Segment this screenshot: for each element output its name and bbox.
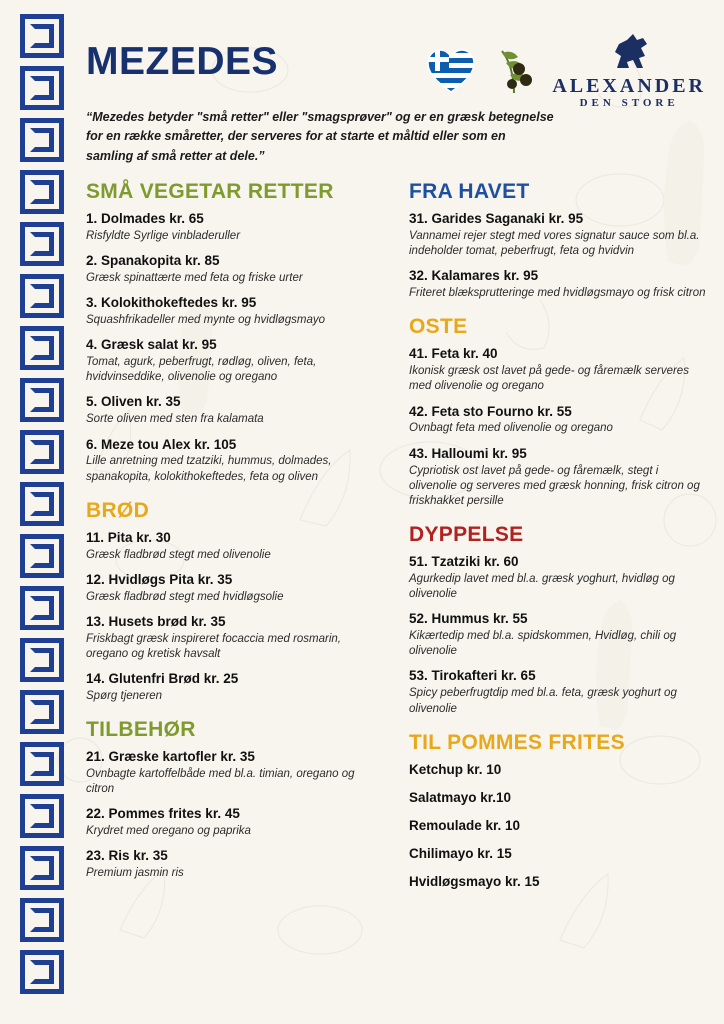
menu-item: [86, 295, 383, 328]
menu-item: Remoulade kr. 10: [409, 817, 521, 833]
menu-item: [86, 749, 383, 797]
page-title: MEZEDES: [86, 40, 279, 83]
menu-item: [86, 806, 383, 839]
section-heading: OSTE: [409, 315, 468, 339]
item-name: 31. Garides Saganaki kr. 95: [409, 211, 584, 227]
section-oste: [409, 315, 709, 509]
olive-branch-icon: [492, 47, 536, 95]
logo-line-2: DEN STORE: [579, 97, 679, 109]
logo-line-1: ALEXANDER: [552, 75, 706, 97]
menu-content: [86, 18, 714, 1024]
menu-item: Hvidløgsmayo kr. 15: [409, 873, 540, 889]
section-heading: TIL POMMES FRITES: [409, 730, 625, 754]
item-name: 6. Meze tou Alex kr. 105: [86, 436, 237, 452]
section-sma-vegetar-retter: [86, 180, 383, 485]
menu-item: [409, 446, 709, 509]
item-description: Risfyldte Syrlige vinbladeruller: [86, 230, 241, 242]
item-description: Vannamei rejer stegt med vores signatur sauce som bl.a. indeholder tomat, peberfrugt, feta og hvidvin: [409, 230, 700, 258]
menu-item: [86, 848, 383, 881]
menu-item: [86, 530, 383, 563]
item-name: 1. Dolmades kr. 65: [86, 211, 204, 227]
menu-item: Salatmayo kr.10: [409, 789, 512, 805]
menu-item: [86, 572, 383, 605]
menu-item: [409, 268, 709, 301]
item-description: Spicy peberfrugtdip med bl.a. feta, græsk yoghurt og olivenolie: [409, 687, 677, 715]
section-heading: FRA HAVET: [409, 180, 530, 204]
item-description: Græsk spinattærte med feta og friske urter: [86, 272, 303, 285]
item-description: Lille anretning med tzatziki, hummus, dolmades, spanakopita, kolokithokeftedes, feta og oliven: [86, 455, 332, 483]
menu-item: [86, 671, 383, 704]
menu-item: [409, 611, 709, 659]
section-dyppelse: [409, 523, 709, 717]
item-description: Græsk fladbrød stegt med olivenolie: [86, 548, 271, 561]
restaurant-logo: [552, 32, 706, 109]
item-description: Friskbagt græsk inspireret focaccia med rosmarin, oregano og kretisk havsalt: [86, 632, 341, 660]
section-heading: BRØD: [86, 498, 150, 522]
item-description: Friteret blæksprutteringe med hvidløgsmayo og frisk citron: [409, 287, 706, 300]
item-name: 3. Kolokithokeftedes kr. 95: [86, 295, 257, 311]
left-column: [86, 180, 383, 902]
section-heading: SMÅ VEGETAR RETTER: [86, 180, 334, 204]
greek-flag-heart-icon: [426, 48, 476, 94]
item-name: 5. Oliven kr. 35: [86, 394, 181, 410]
item-name: 11. Pita kr. 30: [86, 529, 171, 545]
item-name: 4. Græsk salat kr. 95: [86, 337, 217, 353]
item-name: 53. Tirokafteri kr. 65: [409, 668, 536, 684]
item-description: Spørg tjeneren: [86, 689, 163, 702]
item-name: 12. Hvidløgs Pita kr. 35: [86, 571, 233, 587]
item-description: Ikonisk græsk ost lavet på gede- og fåremælk serveres med olivenolie og oregano: [409, 365, 689, 393]
menu-item: [86, 437, 383, 485]
item-name: 52. Hummus kr. 55: [409, 611, 528, 627]
item-name: 14. Glutenfri Brød kr. 25: [86, 671, 239, 687]
item-description: Græsk fladbrød stegt med hvidløgsolie: [86, 590, 284, 603]
section-brod: [86, 499, 383, 704]
menu-item: [86, 253, 383, 286]
item-name: 22. Pommes frites kr. 45: [86, 806, 240, 822]
item-description: Tomat, agurk, peberfrugt, rødløg, oliven, feta, hvidvinseddike, olivenolie og oregano: [86, 356, 317, 384]
item-description: Krydret med oregano og paprika: [86, 825, 251, 838]
menu-item: [409, 554, 709, 602]
item-name: 41. Feta kr. 40: [409, 346, 498, 362]
menu-item: [86, 394, 383, 427]
right-column: [409, 180, 709, 902]
masthead: [86, 18, 714, 109]
item-description: Cypriotisk ost lavet på gede- og fåremælk, stegt i olivenolie og serveres med græsk honning, frisk citron og friskhakket persille: [409, 464, 700, 507]
intro-text: “Mezedes betyder "små retter" eller "smagsprøver" og er en græsk betegnelse for en række småretter, der serveres for at starte et måltid eller som en samling af små retter at dele.”: [86, 110, 554, 163]
menu-item: Ketchup kr. 10: [409, 761, 502, 777]
item-name: 43. Halloumi kr. 95: [409, 445, 527, 461]
section-heading: TILBEHØR: [86, 718, 196, 742]
item-description: Squashfrikadeller med mynte og hvidløgsmayo: [86, 314, 326, 327]
item-name: 21. Græske kartofler kr. 35: [86, 749, 255, 765]
item-name: 32. Kalamares kr. 95: [409, 268, 539, 284]
menu-item: Chilimayo kr. 15: [409, 845, 512, 861]
greek-key-border: [16, 10, 68, 1014]
menu-item: [86, 211, 383, 244]
item-description: Premium jasmin ris: [86, 867, 184, 880]
item-name: 51. Tzatziki kr. 60: [409, 554, 519, 570]
menu-columns: [86, 180, 714, 902]
menu-item: [86, 614, 383, 662]
item-name: 2. Spanakopita kr. 85: [86, 253, 220, 269]
masthead-logos: [426, 32, 714, 109]
item-description: Sorte oliven med sten fra kalamata: [86, 413, 264, 426]
section-tilbehor: [86, 718, 383, 881]
section-til-pommes-frites: [409, 731, 709, 889]
menu-item: [409, 668, 709, 716]
item-name: 23. Ris kr. 35: [86, 848, 168, 864]
menu-item: [409, 211, 709, 259]
item-name: 13. Husets brød kr. 35: [86, 613, 226, 629]
item-description: Agurkedip lavet med bl.a. græsk yoghurt, hvidløg og olivenolie: [409, 572, 675, 601]
section-heading: DYPPELSE: [409, 523, 524, 547]
item-description: Kikærtedip med bl.a. spidskommen, Hvidløg, chili og olivenolie: [409, 630, 677, 658]
menu-item: [409, 346, 709, 394]
menu-item: [409, 404, 709, 437]
item-description: Ovnbagte kartoffelbåde med bl.a. timian, oregano og citron: [86, 767, 355, 796]
menu-item: [86, 337, 383, 385]
item-description: Ovnbagt feta med olivenolie og oregano: [409, 422, 613, 435]
rearing-horse-icon: [552, 32, 706, 74]
section-fra-havet: [409, 180, 709, 301]
item-name: 42. Feta sto Fourno kr. 55: [409, 403, 572, 419]
